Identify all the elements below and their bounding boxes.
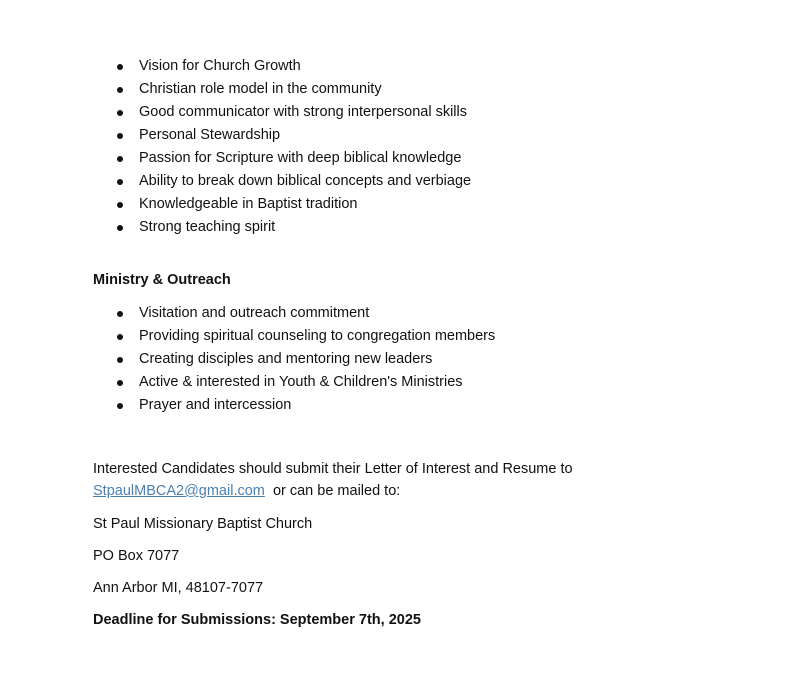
list-item-text: Prayer and intercession xyxy=(139,397,292,413)
list-item xyxy=(93,350,495,373)
bullet-icon xyxy=(117,110,123,116)
list-item xyxy=(93,172,471,195)
list-item-text: Vision for Church Growth xyxy=(139,58,301,74)
bullet-icon xyxy=(117,357,123,363)
email-link[interactable]: StpaulMBCA2@gmail.com xyxy=(93,483,265,499)
list-item-text: Creating disciples and mentoring new leaders xyxy=(139,351,433,367)
ministry-heading: Ministry & Outreach xyxy=(93,272,231,288)
submission-instructions: Interested Candidates should submit their Letter of Interest and Resume to xyxy=(93,461,573,477)
list-item-text: Ability to break down biblical concepts and verbiage xyxy=(139,173,472,189)
submission-contact-line xyxy=(93,483,400,499)
list-item-text: Strong teaching spirit xyxy=(139,219,276,235)
list-item xyxy=(93,327,495,350)
list-item-text: Providing spiritual counseling to congregation members xyxy=(139,328,496,344)
list-item-text: Active & interested in Youth & Children's Ministries xyxy=(139,374,463,390)
list-item xyxy=(93,80,471,103)
list-item xyxy=(93,304,495,327)
bullet-icon xyxy=(117,156,123,162)
list-item-text: Visitation and outreach commitment xyxy=(139,305,370,321)
list-item-text: Christian role model in the community xyxy=(139,81,382,97)
deadline-text: Deadline for Submissions: September 7th, 2025 xyxy=(93,612,421,628)
list-item xyxy=(93,218,471,241)
list-item xyxy=(93,57,471,80)
bullet-icon xyxy=(117,225,123,231)
mail-instructions: or can be mailed to: xyxy=(272,483,401,499)
bullet-icon xyxy=(117,311,123,317)
bullet-icon xyxy=(117,334,123,340)
ministry-list xyxy=(93,304,495,419)
bullet-icon xyxy=(117,380,123,386)
bullet-icon xyxy=(117,87,123,93)
address-name: St Paul Missionary Baptist Church xyxy=(93,516,313,532)
bullet-icon xyxy=(117,179,123,185)
list-item xyxy=(93,195,471,218)
address-po-box: PO Box 7077 xyxy=(93,548,180,564)
bullet-icon xyxy=(117,403,123,409)
list-item xyxy=(93,373,495,396)
list-item-text: Personal Stewardship xyxy=(139,127,281,143)
list-item xyxy=(93,103,471,126)
bullet-icon xyxy=(117,133,123,139)
bullet-icon xyxy=(117,64,123,70)
list-item-text: Good communicator with strong interpersonal skills xyxy=(139,104,467,120)
list-item xyxy=(93,396,495,419)
list-item xyxy=(93,149,471,172)
list-item xyxy=(93,126,471,149)
address-city: Ann Arbor MI, 48107-7077 xyxy=(93,580,264,596)
list-item-text: Knowledgeable in Baptist tradition xyxy=(139,196,358,212)
bullet-icon xyxy=(117,202,123,208)
list-item-text: Passion for Scripture with deep biblical knowledge xyxy=(139,150,462,166)
qualities-list xyxy=(93,57,471,241)
